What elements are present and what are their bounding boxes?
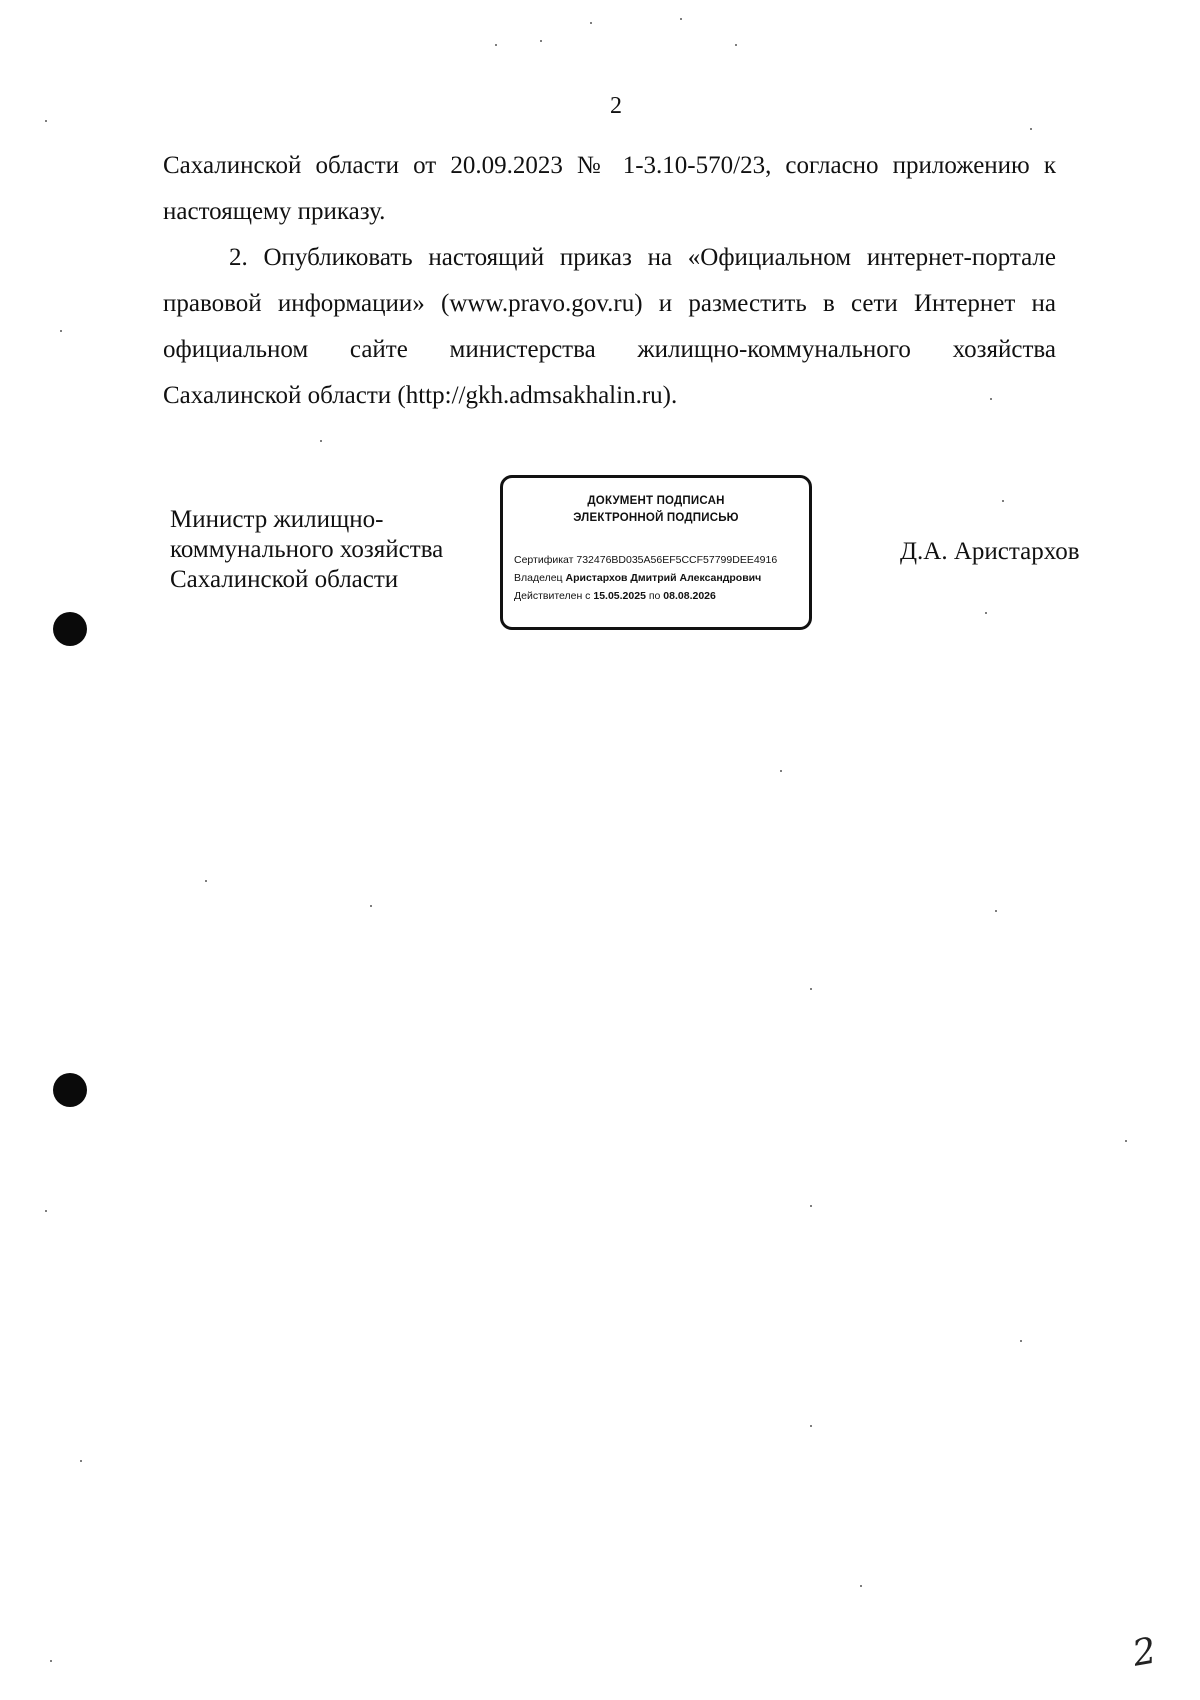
scan-speck: [45, 120, 47, 122]
scan-speck: [1125, 1140, 1127, 1142]
scan-speck: [495, 44, 497, 46]
stamp-valid-label: Действителен с: [514, 590, 591, 602]
stamp-owner-label: Владелец: [514, 572, 563, 584]
scan-speck: [810, 988, 812, 990]
paragraph-2: 2. Опубликовать настоящий приказ на «Официальном интернет-портале правовой информации» (www.pravo.gov.ru) и разместить в сети Интернет на официальном сайте министерства жилищно-коммунального хозяйства Сахалинской области (http://gkh.admsakhalin.ru).: [163, 244, 1056, 409]
scan-speck: [985, 612, 987, 614]
scan-speck: [860, 1585, 862, 1587]
signer-position: [170, 505, 490, 595]
scan-speck: [780, 770, 782, 772]
stamp-valid-to: 08.08.2026: [663, 590, 716, 602]
stamp-title-line: ЭЛЕКТРОННОЙ ПОДПИСЬЮ: [573, 512, 739, 524]
stamp-title: [503, 493, 809, 527]
scan-speck: [205, 880, 207, 882]
punch-hole: [53, 612, 87, 646]
signer-position-line: Сахалинской области: [170, 566, 399, 593]
signer-position-line: коммунального хозяйства: [170, 536, 444, 563]
page-number: 2: [610, 93, 622, 119]
signer-position-line: Министр жилищно-: [170, 506, 384, 533]
paragraph-1-continuation: Сахалинской области от 20.09.2023 № 1-3.10-570/23, согласно приложению к настоящему приказу.: [163, 152, 1056, 225]
punch-hole: [53, 1073, 87, 1107]
scan-speck: [540, 40, 542, 42]
scan-speck: [810, 1205, 812, 1207]
stamp-owner: [514, 569, 809, 587]
scan-speck: [680, 18, 682, 20]
scan-speck: [1002, 500, 1004, 502]
signer-name: Д.А. Аристархов: [900, 538, 1080, 565]
scan-speck: [990, 398, 992, 400]
stamp-title-line: ДОКУМЕНТ ПОДПИСАН: [587, 495, 725, 507]
scan-speck: [810, 1425, 812, 1427]
stamp-valid-to-label: по: [648, 590, 661, 602]
stamp-valid-from: 15.05.2025: [593, 590, 646, 602]
stamp-details: [503, 551, 809, 605]
handwritten-page-mark: 2: [1129, 1630, 1160, 1675]
electronic-signature-stamp: [500, 475, 812, 630]
stamp-owner-name: Аристархов Дмитрий Александрович: [565, 572, 762, 584]
scan-speck: [1020, 1340, 1022, 1342]
scan-speck: [80, 1460, 82, 1462]
scan-speck: [50, 1660, 52, 1662]
scan-speck: [45, 1210, 47, 1212]
scan-speck: [320, 440, 322, 442]
scan-speck: [60, 330, 62, 332]
scan-speck: [590, 22, 592, 24]
scan-speck: [370, 905, 372, 907]
stamp-certificate-value: 732476BD035A56EF5CCF57799DEE4916: [576, 554, 778, 566]
stamp-validity: [514, 587, 809, 605]
document-body: [163, 143, 1056, 419]
scan-speck: [995, 910, 997, 912]
stamp-certificate-label: Сертификат: [514, 554, 574, 566]
scan-speck: [735, 44, 737, 46]
scan-speck: [1030, 128, 1032, 130]
stamp-certificate: [514, 551, 809, 569]
